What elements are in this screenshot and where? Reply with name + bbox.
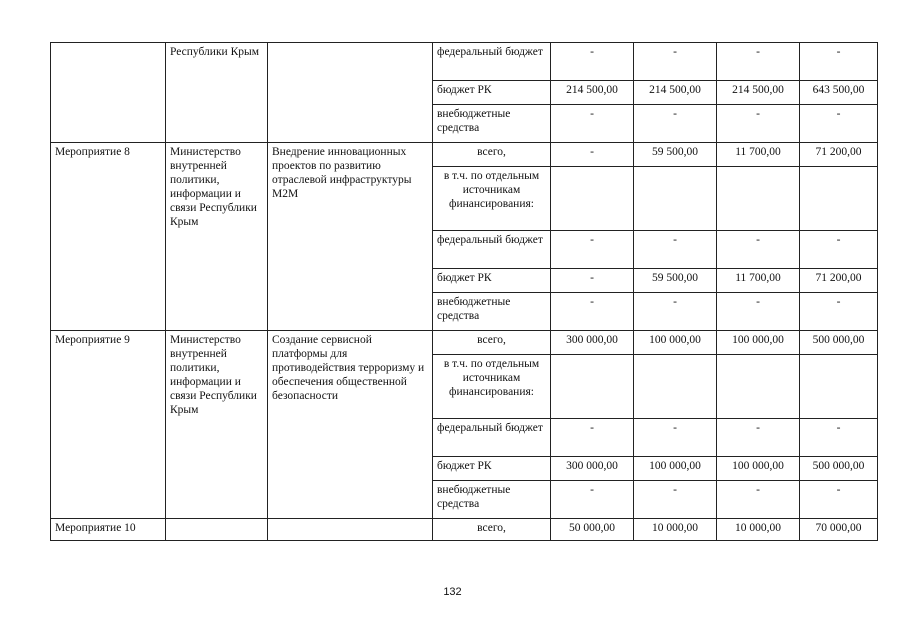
table-row bbox=[51, 519, 878, 541]
total-cell: - bbox=[800, 43, 878, 81]
value-cell: 300 000,00 bbox=[551, 331, 634, 355]
value-cell: - bbox=[717, 293, 800, 331]
executor-cell: Министерство внутренней политики, информации и связи Республики Крым bbox=[166, 331, 268, 519]
value-cell: - bbox=[634, 231, 717, 269]
value-cell: - bbox=[717, 43, 800, 81]
value-cell: 10 000,00 bbox=[717, 519, 800, 541]
value-cell: 11 700,00 bbox=[717, 143, 800, 167]
value-cell: 100 000,00 bbox=[717, 331, 800, 355]
value-cell bbox=[634, 167, 717, 231]
value-cell: - bbox=[551, 481, 634, 519]
value-cell: 214 500,00 bbox=[717, 81, 800, 105]
value-cell: - bbox=[717, 481, 800, 519]
value-cell: - bbox=[551, 105, 634, 143]
value-cell: 100 000,00 bbox=[634, 457, 717, 481]
value-cell: 11 700,00 bbox=[717, 269, 800, 293]
total-cell bbox=[800, 167, 878, 231]
value-cell: - bbox=[551, 419, 634, 457]
value-cell: - bbox=[551, 293, 634, 331]
value-cell: 59 500,00 bbox=[634, 143, 717, 167]
funding-source-cell: федеральный бюджет bbox=[433, 43, 551, 81]
funding-source-cell: федеральный бюджет bbox=[433, 231, 551, 269]
description-cell: Создание сервисной платформы для противодействия терроризму и обеспечения общественной безопасности bbox=[268, 331, 433, 519]
funding-source-cell: бюджет РК bbox=[433, 81, 551, 105]
funding-source-cell: внебюджетные средства bbox=[433, 105, 551, 143]
value-cell: - bbox=[551, 43, 634, 81]
table-row bbox=[51, 43, 878, 81]
funding-source-cell: внебюджетные средства bbox=[433, 293, 551, 331]
executor-cell: Министерство внутренней политики, информации и связи Республики Крым bbox=[166, 143, 268, 331]
value-cell: 50 000,00 bbox=[551, 519, 634, 541]
value-cell bbox=[551, 167, 634, 231]
value-cell: - bbox=[717, 231, 800, 269]
value-cell bbox=[634, 355, 717, 419]
value-cell: - bbox=[717, 105, 800, 143]
value-cell: - bbox=[634, 481, 717, 519]
total-cell: 500 000,00 bbox=[800, 331, 878, 355]
budget-table bbox=[50, 42, 878, 541]
total-cell: 70 000,00 bbox=[800, 519, 878, 541]
value-cell: - bbox=[551, 143, 634, 167]
total-cell: - bbox=[800, 419, 878, 457]
value-cell: 100 000,00 bbox=[634, 331, 717, 355]
funding-source-cell: внебюджетные средства bbox=[433, 481, 551, 519]
funding-source-cell: всего, bbox=[433, 331, 551, 355]
value-cell: - bbox=[634, 105, 717, 143]
value-cell: - bbox=[717, 419, 800, 457]
funding-source-cell: бюджет РК bbox=[433, 269, 551, 293]
total-cell: 643 500,00 bbox=[800, 81, 878, 105]
value-cell: 59 500,00 bbox=[634, 269, 717, 293]
value-cell: - bbox=[634, 419, 717, 457]
value-cell: 214 500,00 bbox=[634, 81, 717, 105]
executor-cell bbox=[166, 519, 268, 541]
funding-source-cell: федеральный бюджет bbox=[433, 419, 551, 457]
value-cell: - bbox=[634, 293, 717, 331]
value-cell: 300 000,00 bbox=[551, 457, 634, 481]
funding-source-cell: всего, bbox=[433, 519, 551, 541]
value-cell: - bbox=[634, 43, 717, 81]
value-cell: 100 000,00 bbox=[717, 457, 800, 481]
value-cell: - bbox=[551, 269, 634, 293]
value-cell bbox=[717, 355, 800, 419]
funding-source-cell: в т.ч. по отдельным источникам финансирования: bbox=[433, 355, 551, 419]
event-name-cell bbox=[51, 43, 166, 143]
total-cell: 500 000,00 bbox=[800, 457, 878, 481]
value-cell: - bbox=[551, 231, 634, 269]
funding-source-cell: всего, bbox=[433, 143, 551, 167]
event-name-cell: Мероприятие 8 bbox=[51, 143, 166, 331]
funding-source-cell: в т.ч. по отдельным источникам финансирования: bbox=[433, 167, 551, 231]
description-cell bbox=[268, 43, 433, 143]
total-cell bbox=[800, 355, 878, 419]
total-cell: - bbox=[800, 481, 878, 519]
executor-cell: Республики Крым bbox=[166, 43, 268, 143]
value-cell bbox=[551, 355, 634, 419]
event-name-cell: Мероприятие 9 bbox=[51, 331, 166, 519]
total-cell: - bbox=[800, 231, 878, 269]
funding-source-cell: бюджет РК bbox=[433, 457, 551, 481]
table-row bbox=[51, 331, 878, 355]
value-cell bbox=[717, 167, 800, 231]
value-cell: 10 000,00 bbox=[634, 519, 717, 541]
description-cell bbox=[268, 519, 433, 541]
total-cell: 71 200,00 bbox=[800, 143, 878, 167]
value-cell: 214 500,00 bbox=[551, 81, 634, 105]
event-name-cell: Мероприятие 10 bbox=[51, 519, 166, 541]
total-cell: - bbox=[800, 105, 878, 143]
total-cell: 71 200,00 bbox=[800, 269, 878, 293]
page-number: 132 bbox=[443, 586, 462, 598]
total-cell: - bbox=[800, 293, 878, 331]
table-row bbox=[51, 143, 878, 167]
description-cell: Внедрение инновационных проектов по развитию отраслевой инфраструктуры M2M bbox=[268, 143, 433, 331]
